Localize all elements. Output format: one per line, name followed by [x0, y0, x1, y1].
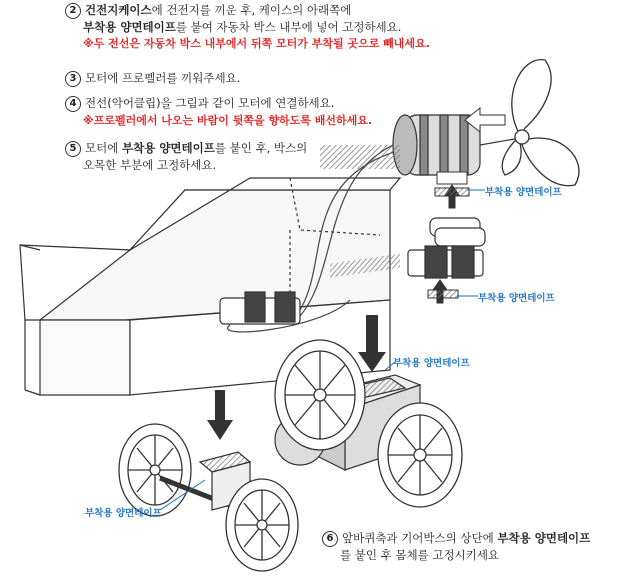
step-2-keyword: 건전지케이스 [85, 3, 152, 17]
step-number: 6 [322, 531, 338, 547]
rear-wheel-right [378, 403, 462, 507]
step-6 [322, 530, 590, 563]
step-4-warning: ※프로펠러에서 나오는 바람이 뒷쪽을 향하도록 배선하세요. [83, 113, 373, 127]
step-number: 4 [65, 96, 81, 112]
step-3 [65, 70, 240, 87]
step-6-line1a: 앞바퀴축과 기어박스의 상단에 [342, 531, 498, 545]
step-2-warning: ※두 전선은 자동차 박스 내부에서 뒤쪽 모터가 부착될 곳으로 빼내세요. [83, 36, 430, 50]
step-2-line1: 에 건전지를 끼운 후, 케이스의 아래쪽에 [151, 3, 352, 17]
step-5-line1a: 모터에 [85, 141, 122, 155]
tape-label-middle: 부착용 양면테이프 [478, 293, 555, 304]
step-5-line2: 오목한 부분에 고정하세요. [83, 157, 217, 172]
step-number: 3 [65, 71, 81, 87]
tape-label-front: 부착용 양면테이프 [85, 508, 162, 519]
step-2 [65, 2, 430, 52]
tape-middle [428, 280, 458, 303]
tape-label-upper: 부착용 양면테이프 [485, 187, 562, 198]
step-6-tape-keyword: 부착용 양면테이프 [497, 531, 591, 545]
step-5-line1c: 를 붙인 후, 박스의 [214, 141, 308, 155]
step-4 [65, 95, 372, 129]
propeller [502, 60, 579, 186]
down-arrow-front [207, 390, 233, 440]
step-5 [65, 140, 307, 173]
tape-upper [435, 172, 469, 208]
step-2-line2: 를 붙여 자동차 박스 내부에 넣어 고정하세요. [175, 19, 402, 34]
front-wheel-right [226, 479, 298, 571]
step-6-line2: 를 붙인 후 몸체를 고정시키세요 [340, 547, 500, 562]
batteries-separate [408, 218, 485, 278]
step-number: 5 [65, 141, 81, 157]
step-4-text: 전선(악어클립)을 그림과 같이 모터에 연결하세요. [85, 96, 335, 110]
rear-wheel-left [275, 340, 365, 450]
step-5-tape-keyword: 부착용 양면테이프 [121, 141, 215, 155]
step-2-tape-keyword: 부착용 양면테이프 [83, 19, 176, 34]
step-number: 2 [65, 3, 81, 19]
step-3-text: 모터에 프로펠러를 끼워주세요. [85, 71, 241, 85]
tape-label-gearbox: 부착용 양면테이프 [393, 358, 470, 369]
front-wheel-left [119, 424, 191, 516]
wind-flow [320, 145, 400, 169]
